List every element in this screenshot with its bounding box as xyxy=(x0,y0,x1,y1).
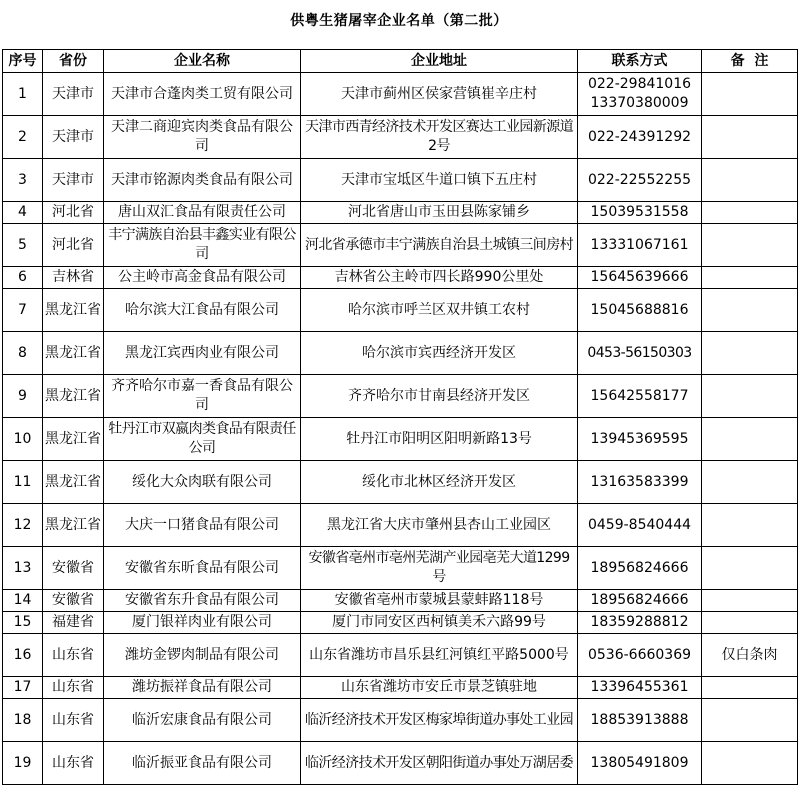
cell-company: 牡丹江市双嬴肉类食品有限责任公司 xyxy=(104,418,301,461)
cell-index: 18 xyxy=(3,699,43,742)
cell-company: 绥化大众肉联有限公司 xyxy=(104,461,301,504)
cell-company: 临沂振亚食品有限公司 xyxy=(104,742,301,785)
cell-contact: 18956824666 xyxy=(578,590,702,612)
cell-note xyxy=(702,699,798,742)
enterprise-table xyxy=(2,49,798,785)
cell-address: 天津市西青经济技术开发区赛达工业园新源道2号 xyxy=(301,116,578,159)
header-contact: 联系方式 xyxy=(578,50,702,73)
cell-index: 2 xyxy=(3,116,43,159)
cell-address: 天津市蓟州区侯家营镇崔辛庄村 xyxy=(301,73,578,116)
cell-note xyxy=(702,461,798,504)
cell-province: 黑龙江省 xyxy=(43,332,104,375)
cell-address: 黑龙江省大庆市肇州县杏山工业园区 xyxy=(301,504,578,547)
cell-index: 12 xyxy=(3,504,43,547)
cell-note xyxy=(702,418,798,461)
cell-contact: 13331067161 xyxy=(578,224,702,267)
cell-company: 齐齐哈尔市嘉一香食品有限公司 xyxy=(104,375,301,418)
cell-note xyxy=(702,224,798,267)
cell-contact: 022-29841016 13370380009 xyxy=(578,73,702,116)
cell-province: 河北省 xyxy=(43,224,104,267)
cell-province: 黑龙江省 xyxy=(43,461,104,504)
cell-company: 大庆一口猪食品有限公司 xyxy=(104,504,301,547)
cell-company: 天津市合蓬肉类工贸有限公司 xyxy=(104,73,301,116)
cell-note xyxy=(702,590,798,612)
cell-note xyxy=(702,547,798,590)
cell-note xyxy=(702,73,798,116)
table-row xyxy=(3,375,798,418)
cell-index: 16 xyxy=(3,634,43,677)
cell-province: 黑龙江省 xyxy=(43,504,104,547)
cell-province: 天津市 xyxy=(43,159,104,202)
table-row xyxy=(3,504,798,547)
table-row xyxy=(3,224,798,267)
cell-company: 丰宁满族自治县丰鑫实业有限公司 xyxy=(104,224,301,267)
cell-province: 福建省 xyxy=(43,612,104,634)
cell-contact: 15642558177 xyxy=(578,375,702,418)
cell-company: 天津二商迎宾肉类食品有限公司 xyxy=(104,116,301,159)
table-row xyxy=(3,418,798,461)
cell-address: 临沂经济技术开发区梅家埠街道办事处工业园 xyxy=(301,699,578,742)
cell-contact: 13805491809 xyxy=(578,742,702,785)
cell-company: 临沂宏康食品有限公司 xyxy=(104,699,301,742)
cell-index: 19 xyxy=(3,742,43,785)
cell-index: 7 xyxy=(3,289,43,332)
cell-address: 绥化市北林区经济开发区 xyxy=(301,461,578,504)
table-row xyxy=(3,612,798,634)
header-company: 企业名称 xyxy=(104,50,301,73)
table-row xyxy=(3,332,798,375)
cell-note xyxy=(702,742,798,785)
cell-address: 山东省潍坊市安丘市景芝镇驻地 xyxy=(301,677,578,699)
cell-address: 山东省潍坊市昌乐县红河镇红平路5000号 xyxy=(301,634,578,677)
cell-province: 天津市 xyxy=(43,73,104,116)
cell-contact: 15645639666 xyxy=(578,267,702,289)
cell-company: 哈尔滨大江食品有限公司 xyxy=(104,289,301,332)
cell-address: 哈尔滨市呼兰区双井镇工农村 xyxy=(301,289,578,332)
cell-contact: 18956824666 xyxy=(578,547,702,590)
cell-address: 厦门市同安区西柯镇美禾六路99号 xyxy=(301,612,578,634)
table-row xyxy=(3,267,798,289)
cell-contact: 18359288812 xyxy=(578,612,702,634)
cell-contact: 022-22552255 xyxy=(578,159,702,202)
cell-company: 天津市铭源肉类食品有限公司 xyxy=(104,159,301,202)
cell-contact: 022-24391292 xyxy=(578,116,702,159)
cell-province: 河北省 xyxy=(43,202,104,224)
table-row xyxy=(3,699,798,742)
cell-note: 仅白条肉 xyxy=(702,634,798,677)
cell-index: 5 xyxy=(3,224,43,267)
cell-company: 黑龙江宾西肉业有限公司 xyxy=(104,332,301,375)
table-row xyxy=(3,547,798,590)
cell-address: 天津市宝坻区牛道口镇下五庄村 xyxy=(301,159,578,202)
cell-province: 天津市 xyxy=(43,116,104,159)
cell-note xyxy=(702,612,798,634)
cell-company: 安徽省东升食品有限公司 xyxy=(104,590,301,612)
cell-contact: 18853913888 xyxy=(578,699,702,742)
cell-index: 8 xyxy=(3,332,43,375)
cell-contact: 13945369595 xyxy=(578,418,702,461)
cell-note xyxy=(702,289,798,332)
cell-note xyxy=(702,504,798,547)
cell-province: 山东省 xyxy=(43,742,104,785)
cell-contact: 15045688816 xyxy=(578,289,702,332)
cell-note xyxy=(702,116,798,159)
cell-index: 6 xyxy=(3,267,43,289)
cell-province: 安徽省 xyxy=(43,590,104,612)
cell-note xyxy=(702,202,798,224)
cell-address: 牡丹江市阳明区阳明新路13号 xyxy=(301,418,578,461)
cell-note xyxy=(702,677,798,699)
cell-address: 河北省唐山市玉田县陈家铺乡 xyxy=(301,202,578,224)
cell-company: 唐山双汇食品有限责任公司 xyxy=(104,202,301,224)
cell-contact: 13163583399 xyxy=(578,461,702,504)
header-province: 省份 xyxy=(43,50,104,73)
table-header-row xyxy=(3,50,798,73)
cell-note xyxy=(702,375,798,418)
cell-province: 吉林省 xyxy=(43,267,104,289)
cell-company: 公主岭市高金食品有限公司 xyxy=(104,267,301,289)
cell-province: 黑龙江省 xyxy=(43,375,104,418)
cell-company: 潍坊金锣肉制品有限公司 xyxy=(104,634,301,677)
cell-address: 临沂经济技术开发区朝阳街道办事处万湖居委 xyxy=(301,742,578,785)
table-row xyxy=(3,116,798,159)
cell-province: 安徽省 xyxy=(43,547,104,590)
cell-index: 14 xyxy=(3,590,43,612)
table-row xyxy=(3,202,798,224)
cell-contact: 13396455361 xyxy=(578,677,702,699)
cell-address: 哈尔滨市宾西经济开发区 xyxy=(301,332,578,375)
cell-index: 10 xyxy=(3,418,43,461)
table-row xyxy=(3,634,798,677)
cell-note xyxy=(702,267,798,289)
cell-company: 潍坊振祥食品有限公司 xyxy=(104,677,301,699)
cell-contact: 0453-56150303 xyxy=(578,332,702,375)
cell-address: 河北省承德市丰宁满族自治县土城镇三间房村 xyxy=(301,224,578,267)
cell-company: 厦门银祥肉业有限公司 xyxy=(104,612,301,634)
cell-index: 11 xyxy=(3,461,43,504)
table-row xyxy=(3,677,798,699)
cell-address: 齐齐哈尔市甘南县经济开发区 xyxy=(301,375,578,418)
cell-index: 13 xyxy=(3,547,43,590)
cell-address: 安徽省亳州市亳州芜湖产业园亳芜大道1299号 xyxy=(301,547,578,590)
table-row xyxy=(3,590,798,612)
cell-index: 1 xyxy=(3,73,43,116)
cell-province: 黑龙江省 xyxy=(43,289,104,332)
cell-company: 安徽省东昕食品有限公司 xyxy=(104,547,301,590)
table-row xyxy=(3,73,798,116)
cell-contact: 0459-8540444 xyxy=(578,504,702,547)
cell-index: 17 xyxy=(3,677,43,699)
cell-note xyxy=(702,332,798,375)
table-row xyxy=(3,461,798,504)
header-note: 备 注 xyxy=(702,50,798,73)
cell-address: 安徽省亳州市蒙城县蒙蚌路118号 xyxy=(301,590,578,612)
cell-index: 15 xyxy=(3,612,43,634)
table-row xyxy=(3,742,798,785)
cell-note xyxy=(702,159,798,202)
table-row xyxy=(3,159,798,202)
cell-province: 山东省 xyxy=(43,699,104,742)
cell-province: 山东省 xyxy=(43,677,104,699)
cell-province: 黑龙江省 xyxy=(43,418,104,461)
cell-province: 山东省 xyxy=(43,634,104,677)
cell-address: 吉林省公主岭市四长路990公里处 xyxy=(301,267,578,289)
header-address: 企业地址 xyxy=(301,50,578,73)
cell-contact: 0536-6660369 xyxy=(578,634,702,677)
table-row xyxy=(3,289,798,332)
header-index: 序号 xyxy=(3,50,43,73)
page-title: 供粤生猪屠宰企业名单（第二批） xyxy=(290,13,508,29)
cell-index: 4 xyxy=(3,202,43,224)
cell-index: 3 xyxy=(3,159,43,202)
cell-contact: 15039531558 xyxy=(578,202,702,224)
cell-index: 9 xyxy=(3,375,43,418)
